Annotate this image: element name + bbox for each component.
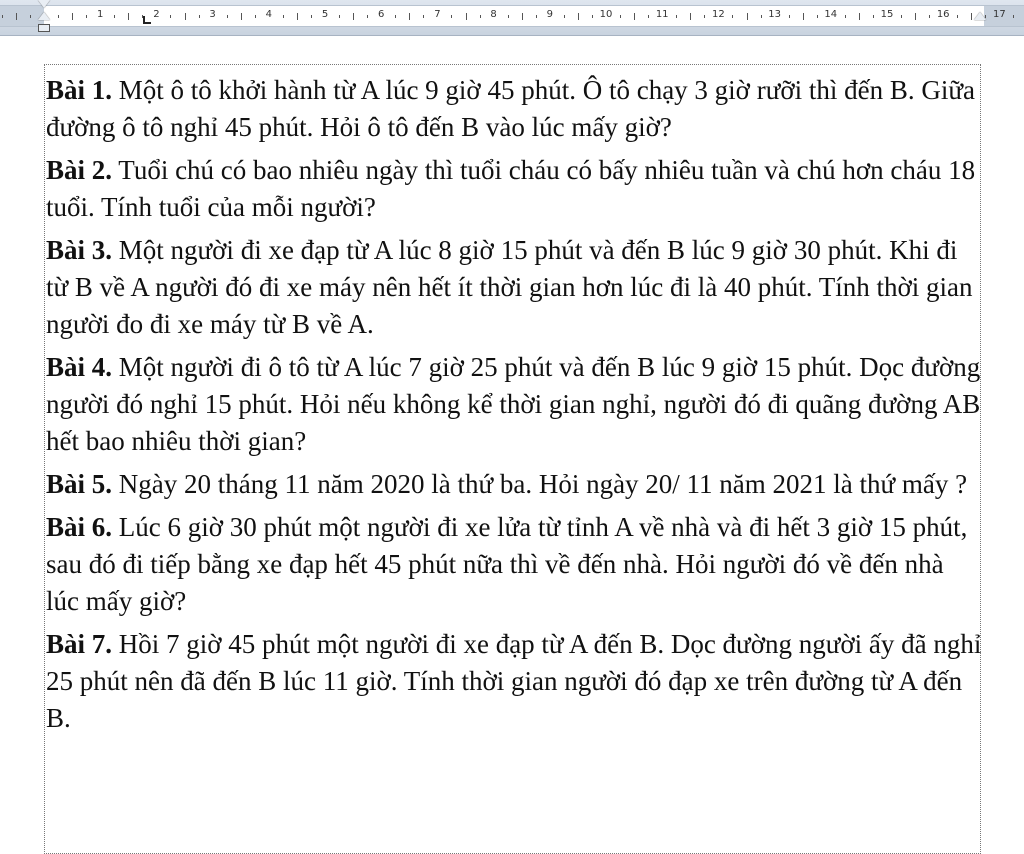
ruler-tick: [915, 13, 916, 20]
ruler-number: 2: [153, 9, 160, 20]
problem-text: Hồi 7 giờ 45 phút một người đi xe đạp từ A đến B. Dọc đường người ấy đã nghỉ 25 phút nên đã đến B lúc 11 giờ. Tính thời gian người đó đạp xe trên đường từ A đến B.: [46, 629, 982, 733]
ruler-tick: [901, 15, 902, 18]
ruler-number: 13: [768, 9, 781, 20]
problem-text: Tuổi chú có bao nhiêu ngày thì tuổi cháu có bấy nhiêu tuần và chú hơn cháu 18 tuổi. Tính tuổi của mỗi người?: [46, 155, 976, 222]
ruler-number: 3: [209, 9, 216, 20]
ruler-number: 1: [97, 9, 104, 20]
ruler-tick: [72, 13, 73, 20]
problem-7: [46, 626, 982, 737]
ruler-tick: [199, 15, 200, 18]
ruler-number: 17: [993, 9, 1006, 20]
ruler-tick: [817, 15, 818, 18]
tab-stop-marker[interactable]: [143, 16, 151, 24]
ruler-tick: [761, 15, 762, 18]
ruler-tick: [423, 15, 424, 18]
ruler-tick: [803, 13, 804, 20]
ruler-tick: [704, 15, 705, 18]
ruler-tick: [747, 13, 748, 20]
problem-1: [46, 72, 982, 146]
problem-label: Bài 5.: [46, 469, 113, 499]
ruler-number: 8: [490, 9, 497, 20]
ruler-tick: [971, 13, 972, 20]
ruler-tick: [16, 13, 17, 20]
ruler-number: 7: [434, 9, 441, 20]
ruler-tick: [578, 13, 579, 20]
ruler-tick: [620, 15, 621, 18]
ruler-number: 16: [936, 9, 950, 20]
first-line-indent-marker[interactable]: [38, 0, 50, 8]
ruler-tick: [536, 15, 537, 18]
ruler-tick: [451, 15, 452, 18]
ruler-tick: [676, 15, 677, 18]
problem-3: [46, 232, 982, 343]
ruler-tick: [170, 15, 171, 18]
problem-label: Bài 7.: [46, 629, 113, 659]
problem-5: [46, 466, 982, 503]
ruler-tick: [353, 13, 354, 20]
document-page[interactable]: [0, 36, 1024, 835]
ruler-tick: [297, 13, 298, 20]
ruler-tick: [466, 13, 467, 20]
ruler-scale: [0, 5, 1024, 27]
ruler-tick: [873, 15, 874, 18]
ruler-tick: [395, 15, 396, 18]
ruler-tick: [86, 15, 87, 18]
problem-text: Một người đi xe đạp từ A lúc 8 giờ 15 phút và đến B lúc 9 giờ 30 phút. Khi đi từ B về A người đó đi xe máy nên hết ít thời gian hơn lúc đi là 40 phút. Tính thời gian người đo đi xe máy từ B về A.: [46, 235, 973, 339]
ruler-tick: [409, 13, 410, 20]
problem-2: [46, 152, 982, 226]
ruler-tick: [255, 15, 256, 18]
ruler-tick: [114, 15, 115, 18]
problem-label: Bài 2.: [46, 155, 113, 185]
ruler-tick: [690, 13, 691, 20]
ruler-number: 9: [546, 9, 553, 20]
problem-text: Một người đi ô tô từ A lúc 7 giờ 25 phút và đến B lúc 9 giờ 15 phút. Dọc đường người đó nghỉ 15 phút. Hỏi nếu không kể thời gian nghỉ, người đó đi quãng đường AB hết bao nhiêu thời gian?: [46, 352, 981, 456]
ruler-number: 5: [321, 9, 329, 20]
problem-text: Một ô tô khởi hành từ A lúc 9 giờ 45 phút. Ô tô chạy 3 giờ rưỡi thì đến B. Giữa đường ô tô nghỉ 45 phút. Hỏi ô tô đến B vào lúc mấy giờ?: [46, 75, 975, 142]
ruler-tick: [339, 15, 340, 18]
ruler-tick: [30, 15, 31, 18]
ruler-tick: [564, 15, 565, 18]
hanging-indent-marker[interactable]: [38, 12, 50, 20]
ruler-tick: [592, 15, 593, 18]
problem-label: Bài 3.: [46, 235, 113, 265]
ruler-tick: [634, 13, 635, 20]
ruler-tick: [480, 15, 481, 18]
ruler-number: 10: [599, 9, 613, 20]
ruler-tick: [241, 13, 242, 20]
ruler-tick: [283, 15, 284, 18]
ruler-tick: [859, 13, 860, 20]
ruler-number: 6: [378, 9, 385, 20]
problem-label: Bài 6.: [46, 512, 113, 542]
ruler-tick: [929, 15, 930, 18]
horizontal-ruler[interactable]: [0, 0, 1024, 36]
ruler-tick: [367, 15, 368, 18]
ruler-tick: [789, 15, 790, 18]
problem-text: Ngày 20 tháng 11 năm 2020 là thứ ba. Hỏi ngày 20/ 11 năm 2021 là thứ mấy ?: [112, 469, 968, 499]
ruler-number: 11: [655, 9, 669, 20]
ruler-number: 14: [824, 9, 838, 20]
ruler-tick: [957, 15, 958, 18]
ruler-tick: [522, 13, 523, 20]
problem-label: Bài 1.: [46, 75, 113, 105]
ruler-tick: [845, 15, 846, 18]
ruler-tick: [732, 15, 733, 18]
ruler-tick: [508, 15, 509, 18]
ruler-number: 12: [712, 9, 725, 20]
ruler-tick: [227, 15, 228, 18]
ruler-tick: [648, 15, 649, 18]
ruler-number: 4: [265, 9, 272, 20]
problem-label: Bài 4.: [46, 352, 113, 382]
ruler-number: 15: [880, 9, 894, 20]
ruler-tick: [58, 15, 59, 18]
ruler-tick: [311, 15, 312, 18]
ruler-tick: [185, 13, 186, 20]
document-body[interactable]: [46, 72, 982, 743]
right-indent-marker[interactable]: [974, 12, 986, 20]
problem-6: [46, 509, 982, 620]
ruler-tick: [1013, 15, 1014, 18]
left-indent-marker[interactable]: [38, 24, 50, 32]
ruler-tick: [128, 13, 129, 20]
problem-text: Lúc 6 giờ 30 phút một người đi xe lửa từ tỉnh A về nhà và đi hết 3 giờ 15 phút, sau đó đi tiếp bằng xe đạp hết 45 phút nữa thì về đến nhà. Hỏi người đó về đến nhà lúc mấy giờ?: [46, 512, 968, 616]
ruler-tick: [2, 15, 3, 18]
problem-4: [46, 349, 982, 460]
